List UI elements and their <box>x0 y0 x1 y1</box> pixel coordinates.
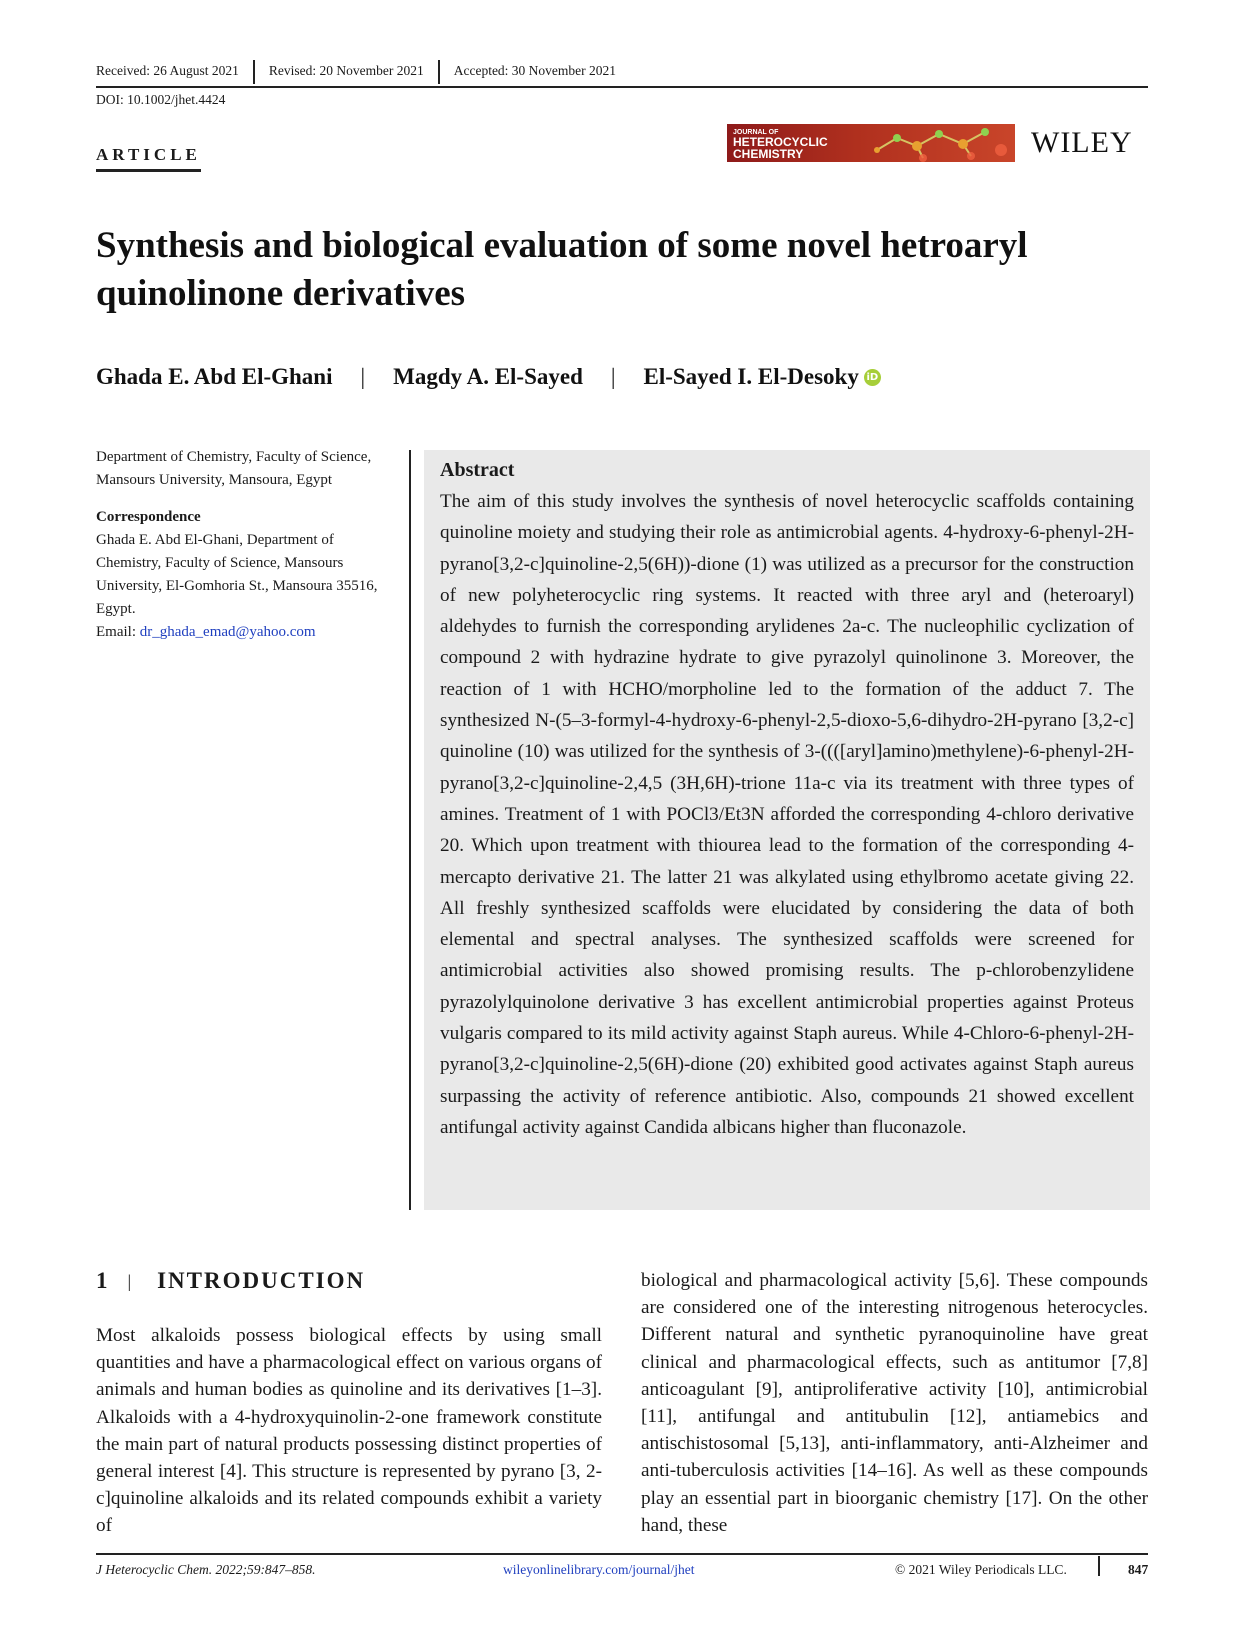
section-number: 1 <box>96 1268 110 1293</box>
banner-line-2: HETEROCYCLIC <box>733 135 828 149</box>
author-separator: | <box>360 364 366 389</box>
doi: DOI: 10.1002/jhet.4424 <box>96 92 226 107</box>
received-date: Received: 26 August 2021 <box>96 63 239 78</box>
author-2: Magdy A. El-Sayed <box>393 364 583 389</box>
section-separator: | <box>127 1270 134 1291</box>
correspondence-email-line <box>96 621 396 644</box>
footer-separator <box>1098 1556 1100 1576</box>
author-separator: | <box>610 364 616 389</box>
page-number: 847 <box>1128 1562 1149 1577</box>
correspondence-text: Ghada E. Abd El-Ghani, Department of Chemistry, Faculty of Science, Mansours University, El-Gomhoria St., Mansoura 35516, Egypt. <box>96 532 378 617</box>
publication-dates <box>96 62 1148 88</box>
footer-rule <box>96 1553 1148 1555</box>
banner-line-3: CHEMISTRY <box>733 147 804 161</box>
accepted-date: Accepted: 30 November 2021 <box>453 63 617 78</box>
introduction-left-column: Most alkaloids possess biological effects by using small quantities and have a pharmacological effect on various organs of animals and human bodies as quinoline and its derivatives [1–3]. Alkaloids with a 4-hydroxyquinolin-2-one framework constitute the main part of natural products possessing distinct properties of general interest [4]. This structure is represented by pyrano [3, 2-c]quinoline alkaloids and its related compounds exhibit a variety of <box>96 1325 602 1537</box>
section-title: INTRODUCTION <box>157 1268 366 1293</box>
abstract-divider <box>409 450 411 1210</box>
banner-line-1: JOURNAL OF <box>733 129 779 136</box>
email-label: Email: <box>96 624 140 640</box>
footer-journal-link[interactable]: wileyonlinelibrary.com/journal/jhet <box>503 1562 695 1577</box>
journal-banner-graphic <box>727 124 1015 162</box>
author-1: Ghada E. Abd El-Ghani <box>96 364 333 389</box>
author-list <box>96 364 881 390</box>
affiliation-department: Department of Chemistry, Faculty of Science, Mansours University, Mansoura, Egypt <box>96 449 372 488</box>
affiliation-block <box>96 446 396 644</box>
journal-logo-banner <box>727 124 1015 162</box>
correspondence-heading: Correspondence <box>96 509 201 525</box>
abstract-heading: Abstract <box>440 459 515 481</box>
footer-copyright: © 2021 Wiley Periodicals LLC. <box>895 1562 1067 1577</box>
email-link[interactable]: dr_ghada_emad@yahoo.com <box>139 624 316 640</box>
publisher-logo: WILEY <box>1031 126 1133 159</box>
revised-date: Revised: 20 November 2021 <box>268 63 424 78</box>
article-type-label: ARTICLE <box>96 145 201 172</box>
orcid-icon[interactable]: iD <box>864 369 881 386</box>
article-title: Synthesis and biological evaluation of some novel hetroaryl quinolinone derivatives <box>96 225 1028 314</box>
footer-citation: J Heterocyclic Chem. 2022;59:847–858. <box>96 1562 316 1577</box>
introduction-right-column: biological and pharmacological activity [5,6]. These compounds are considered one of the interesting nitrogenous heterocycles. Different natural and synthetic pyranoquinoline have great clinical and pharmacological effects, such as antitumor [7,8] anticoagulant [9], antiproliferative activity [10], antimicrobial [11], antifungal and antitubulin [12], antiamebics and antischistosomal [5,13], anti-inflammatory, anti-Alzheimer and anti-tuberculosis activities [14–16]. As well as these compounds play an essential part in bioorganic chemistry [17]. On the other hand, these <box>641 1270 1148 1536</box>
author-3: El-Sayed I. El-Desoky <box>643 364 859 389</box>
abstract-text: The aim of this study involves the synthesis of novel heterocyclic scaffolds containing quinoline moiety and studying their role as antimicrobial agents. 4-hydroxy-6-phenyl-2H-pyrano[3,2-c]quinoline-2,5(6H))-dione (1) was utilized as a precursor for the construction of new polyheterocyclic ring systems. It reacted with three aryl and (heteroaryl) aldehydes to furnish the corresponding arylidenes 2a-c. The nucleophilic cyclization of compound 2 with hydrazine hydrate to give pyrazolyl quinolinone 3. Moreover, the reaction of 1 with HCHO/morpholine led to the formation of the adduct 7. The synthesized N-(5–3-formyl-4-hydroxy-6-phenyl-2,5-dioxo-5,6-dihydro-2H-pyrano [3,2-c] quinoline (10) was utilized for the synthesis of 3-((([aryl]amino)methylene)-6-phenyl-2H-pyrano[3,2-c]quinoline-2,4,5 (3H,6H)-trione 11a-c via its treatment with three types of amines. Treatment of 1 with POCl3/Et3N afforded the corresponding 4-chloro derivative 20. Which upon treatment with thiourea lead to the formation of the corresponding 4-mercapto derivative 21. The latter 21 was alkylated using ethylbromo acetate giving 22. All freshly synthesized scaffolds were elucidated by considering the data of both elemental and spectral analyses. The synthesized scaffolds were screened for antimicrobial activities also showed promising results. The p-chlorobenzylidene pyrazolylquinolone derivative 3 has excellent antimicrobial properties against Proteus vulgaris compared to its mild activity against Staph aureus. While 4-Chloro-6-phenyl-2H-pyrano[3,2-c]quinoline-2,5(6H)-dione (20) exhibited good activates against Staph aureus surpassing the activity of reference antibiotic. Also, compounds 21 showed excellent antifungal activity against Candida albicans higher than fluconazole. <box>440 491 1134 1138</box>
section-heading-introduction <box>96 1268 365 1294</box>
